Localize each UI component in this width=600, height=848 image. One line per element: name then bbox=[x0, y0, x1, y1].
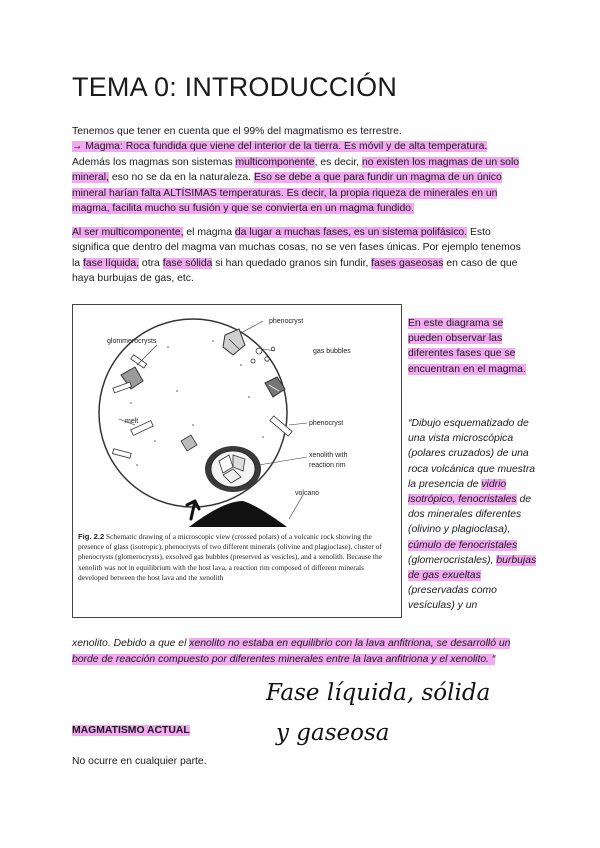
handwritten-note bbox=[262, 670, 562, 750]
tail-text: xenolito. Debido a que el bbox=[72, 638, 190, 649]
translation-text: (preservadas como vesículas) y un bbox=[408, 585, 497, 612]
label-melt: melt bbox=[125, 418, 139, 425]
up-arrow-icon bbox=[187, 501, 199, 519]
label-volcano: volcano bbox=[295, 490, 320, 497]
intro-line: Tenemos que tener en cuenta que el 99% del magmatismo es terrestre. bbox=[72, 126, 402, 137]
page-title: TEMA 0: INTRODUCCIÓN bbox=[72, 72, 398, 102]
section-heading-text: MAGMATISMO ACTUAL bbox=[72, 725, 190, 736]
label-phenocryst-right: phenocryst bbox=[309, 420, 344, 427]
intro-paragraph bbox=[72, 124, 528, 216]
phases-text: Esto significa que dentro del magma van muchas cosas, no se ven fases únicas. Por ejemplo tenemos la bbox=[72, 227, 521, 269]
phases-paragraph bbox=[72, 225, 528, 287]
phases-highlight: fase sólida bbox=[162, 257, 213, 269]
translation-text: “Dibujo esquematizado de una vista microscópica (polares cruzados) de una roca volcánica que muestra la presencia de bbox=[408, 418, 536, 490]
side-note-text: En este diagrama se pueden observar las diferentes fases que se encuentran en el magma. bbox=[408, 318, 526, 375]
handwriting-line-1: Fase líquida, sólida bbox=[266, 680, 491, 706]
intro-highlight: multicomponente bbox=[235, 156, 315, 168]
intro-highlight: Eso se debe a que para fundir un magma de un único mineral harían falta ALTÍSIMAS temperaturas. Es decir, la propia riqueza de minerales en un magma, facilita mucho su fusión y que se convierta en un magma fundido. bbox=[72, 172, 502, 215]
translation-text: (glomerocristales), bbox=[408, 554, 497, 566]
label-glomerocrysts: glommerocrysts bbox=[107, 338, 157, 345]
handwriting-line-2: y gaseosa bbox=[276, 720, 390, 746]
caption-label: Fig. 2.2 bbox=[78, 532, 105, 541]
translation-highlight: vidrio isotrópico, fenocristales bbox=[408, 478, 517, 506]
section-heading bbox=[72, 725, 190, 736]
translation-tail bbox=[72, 636, 532, 667]
phases-text: otra bbox=[139, 257, 163, 269]
tail-highlight: xenolito no estaba en equilibrio con la lava anfitriona, se desarrolló un borde de reacción compuesto por diferentes minerales entre la lava anfitriona y el xenolito. “ bbox=[72, 638, 511, 665]
intro-text: Además los magmas son sistemas bbox=[72, 156, 236, 168]
intro-highlight: no existen los magmas de un solo mineral, bbox=[72, 156, 520, 184]
side-note bbox=[408, 316, 533, 377]
translation-highlight: cúmulo de fenocristales bbox=[408, 539, 518, 551]
microscope-field bbox=[99, 319, 287, 507]
label-phenocryst-top: phenocryst bbox=[269, 318, 304, 325]
translation-paragraph bbox=[408, 416, 538, 614]
translation-highlight: burbujas de gas exueltas bbox=[408, 554, 537, 582]
magma-definition: → Magma: Roca fundida que viene del interior de la tierra. Es móvil y de alta temperatura. bbox=[72, 141, 488, 153]
translation-text: de dos minerales diferentes (olivino y plagioclasa), bbox=[408, 494, 532, 536]
label-gas-bubbles: gas bubbles bbox=[313, 348, 351, 355]
intro-text: , es decir, bbox=[314, 156, 362, 168]
phases-highlight: fase líquida, bbox=[82, 257, 140, 269]
phases-highlight: da lugar a muchas fases, es un sistema polifásico. bbox=[234, 227, 468, 238]
label-xenolith-2: reaction rim bbox=[309, 462, 346, 469]
phases-text: en caso de que haya burbujas de gas, etc. bbox=[72, 257, 518, 285]
phases-text: el magma bbox=[183, 227, 235, 238]
xenolith-shape bbox=[205, 446, 261, 492]
phases-highlight: Al ser multicomponente, bbox=[72, 227, 184, 238]
figure-caption bbox=[78, 532, 396, 583]
label-xenolith-1: xenolith with bbox=[309, 452, 348, 459]
phases-text: si han quedado granos sin fundir, bbox=[212, 257, 372, 269]
section-text: No ocurre en cualquier parte. bbox=[72, 756, 207, 767]
phases-highlight: fases gaseosas bbox=[371, 257, 444, 269]
intro-text: eso no se da en la naturaleza. bbox=[108, 172, 254, 184]
caption-text: Schematic drawing of a microscopic view (crossed polars) of a volcanic rock showing the presence of glass (isotropic), phenocrysts of two different minerals (olivine and plagioclase), cluster of phenocrysts (glomerocrysts), exsolved gas bubbles (preserved as vesicles), and a xenolith. Because the xenolith was not in equilibrium with the host lava, a reaction rim composed of different minerals developed between the host lava and the xenolith bbox=[78, 532, 382, 582]
